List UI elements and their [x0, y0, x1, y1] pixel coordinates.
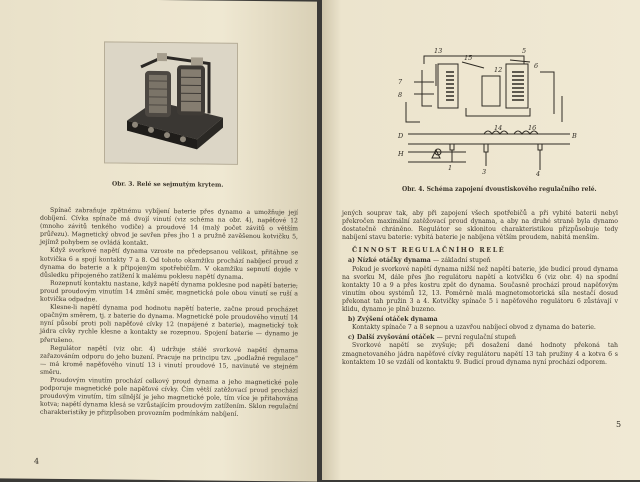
diagram-label: 13: [434, 47, 442, 55]
diagram-label: 5: [522, 47, 526, 55]
left-page: [0, 0, 317, 482]
paragraph: Regulátor napětí (viz obr. 4) udržuje stálé svorkové napětí dynama zařazováním odporu do jeho buzení. Pracuje na principu tzv. „podlažné regulace“ — má kromě napěťového vinutí 13 i vinutí proudové 15, navinuté ve stejném směru.: [40, 344, 298, 379]
left-body-text: [40, 207, 298, 420]
paragraph: Proudovým vinutím prochází celkový proud dynama a jeho magnetické pole podporuje magnetické pole napěťové cívky. Čím větší zatěžovací proud prochází proudovým vinutím, tím silnější je jeho magnetické pole, tím více je přitahována kotva; napětí dynama klesá se vzrůstajícím proudovým zatížením. Sklon regulační charakteristiky je přizpůsoben provozním podmínkám nabíjení.: [40, 377, 298, 420]
right-body-text: [342, 210, 618, 367]
diagram-label: 14: [494, 124, 502, 132]
subsection-title-text: c) Další zvyšování otáček: [348, 334, 434, 341]
subsection-title: [342, 334, 618, 342]
relay-photo-image: [105, 42, 237, 163]
diagram-label: 15: [464, 54, 472, 62]
wiring-schematic: [334, 42, 634, 182]
figure-caption: Obr. 3. Relé se sejmutým krytem.: [112, 181, 223, 189]
diagram-label: 7: [398, 78, 403, 86]
figure-caption: Obr. 4. Schéma zapojení dvoustiskového regulačního relé.: [402, 186, 597, 193]
subsection-suffix: — základní stupeň: [433, 257, 491, 264]
paragraph: Rozepnutí kontaktu nastane, když napětí dynama poklesne pod napětí baterie; proud proudovým vinutím 14 změní směr, magnetická pole obou vinutí se ruší a kotvička odpadne.: [40, 280, 298, 307]
subsection-title-text: a) Nízké otáčky dynama: [348, 257, 431, 264]
subsection-title-text: b) Zvýšení otáček dynama: [348, 316, 438, 323]
diagram-label: 16: [528, 124, 536, 132]
diagram-label: H: [397, 150, 404, 158]
diagram-label: 3: [482, 168, 486, 176]
paragraph: Svorkové napětí se zvyšuje; při dosažení dané hodnoty překoná tah zmagnetovaného jádra napěťové cívky regulátoru napětí 13 tah pružiny 4 a kotva 6 s kontaktem 10 se vzdálí od kontaktu 9. Budicí proud dynama nyní prochází odporem.: [342, 342, 618, 366]
diagram-label: D: [397, 132, 404, 140]
paragraph: Kontakty spínače 7 a 8 sepnou a uzavřou nabíjecí obvod z dynama do baterie.: [342, 324, 618, 332]
paragraph: Spínač zabraňuje zpětnému vybíjení baterie přes dynamo a umožňuje její dobíjení. Cívka spínače má dvojí vinutí (viz schéma na obr. 4), napěťové 12 (mnoho závitů tenkého vodiče) a proudové 14 (malý počet závitů o větším průřezu). Magnetický obvod je sevřen přes jho 1 a pružně zavěšenou kotvičku 5, jejímž pohybem se ovládá kontakt.: [40, 207, 298, 250]
page-number: 4: [34, 457, 39, 466]
paragraph: Pokud je svorkové napětí dynama nižší než napětí baterie, jde budicí proud dynama na svorku M, dále přes jho regulátoru napětí a kotvičku 6 (viz obr. 4) na spodní kontakty 10 a 9 a přes kostru zpět do dynama. Současně prochází proud napěťovým vinutím obou systémů 12, 13. Poměrně malá magnetomotorická síla nestačí dosud překonat tah pružin 3 a 4. Kotvičky spínače 5 i napěťového regulátoru 6 zůstávají v klidu, dynamo je plně buzeno.: [342, 266, 618, 315]
diagram-label: 8: [398, 91, 402, 99]
subsection-title: [342, 257, 618, 265]
subsection-title: [342, 316, 618, 324]
paragraph: Když svorkové napětí dynama vzroste na předepsanou velikost, přitáhne se kotvička 6 a spojí kontakty 7 a 8. Od tohoto okamžiku prochází nabíjecí proud z dynama do baterie a k připojeným spotřebičům. V okamžiku sepnutí dojde v důsledku připojeného zatížení k malému poklesu napětí dynama.: [40, 247, 298, 282]
diagram-label: 4: [535, 170, 540, 178]
paragraph: Klesne-li napětí dynama pod hodnotu napětí baterie, začne proud procházet opačným směrem, tj. z baterie do dynama. Magnetické pole proudového vinutí 14 nyní působí proti poli napěťové cívky 12 (napájené z baterie), magnetický tok jádra cívky rychle klesne a kontakty se rozepnou. Spojení baterie — dynamo je přerušeno.: [40, 304, 298, 347]
page-number: 5: [616, 420, 621, 429]
right-page: [322, 0, 640, 480]
diagram-label: B: [571, 132, 577, 140]
diagram-label: 6: [534, 62, 538, 70]
section-heading: ČINNOST REGULAČNÍHO RELÉ: [352, 246, 618, 254]
relay-photo: [104, 41, 238, 164]
diagram-label: 1: [448, 164, 452, 172]
subsection-suffix: — první regulační stupeň: [437, 334, 516, 341]
paragraph: jených souprav tak, aby při zapojení všech spotřebičů a při vybité baterii nebyl překročen maximální zatěžovací proud dynama, a aby na druhé straně byla dynamo dostatečně chráněno. Regulátor se sklonitou charakteristikou přizpůsobuje tedy nabíjení stavu baterie: vybitá baterie je nabíjena větším proudem, nabitá menším.: [342, 210, 618, 242]
diagram-label: 12: [494, 66, 502, 74]
